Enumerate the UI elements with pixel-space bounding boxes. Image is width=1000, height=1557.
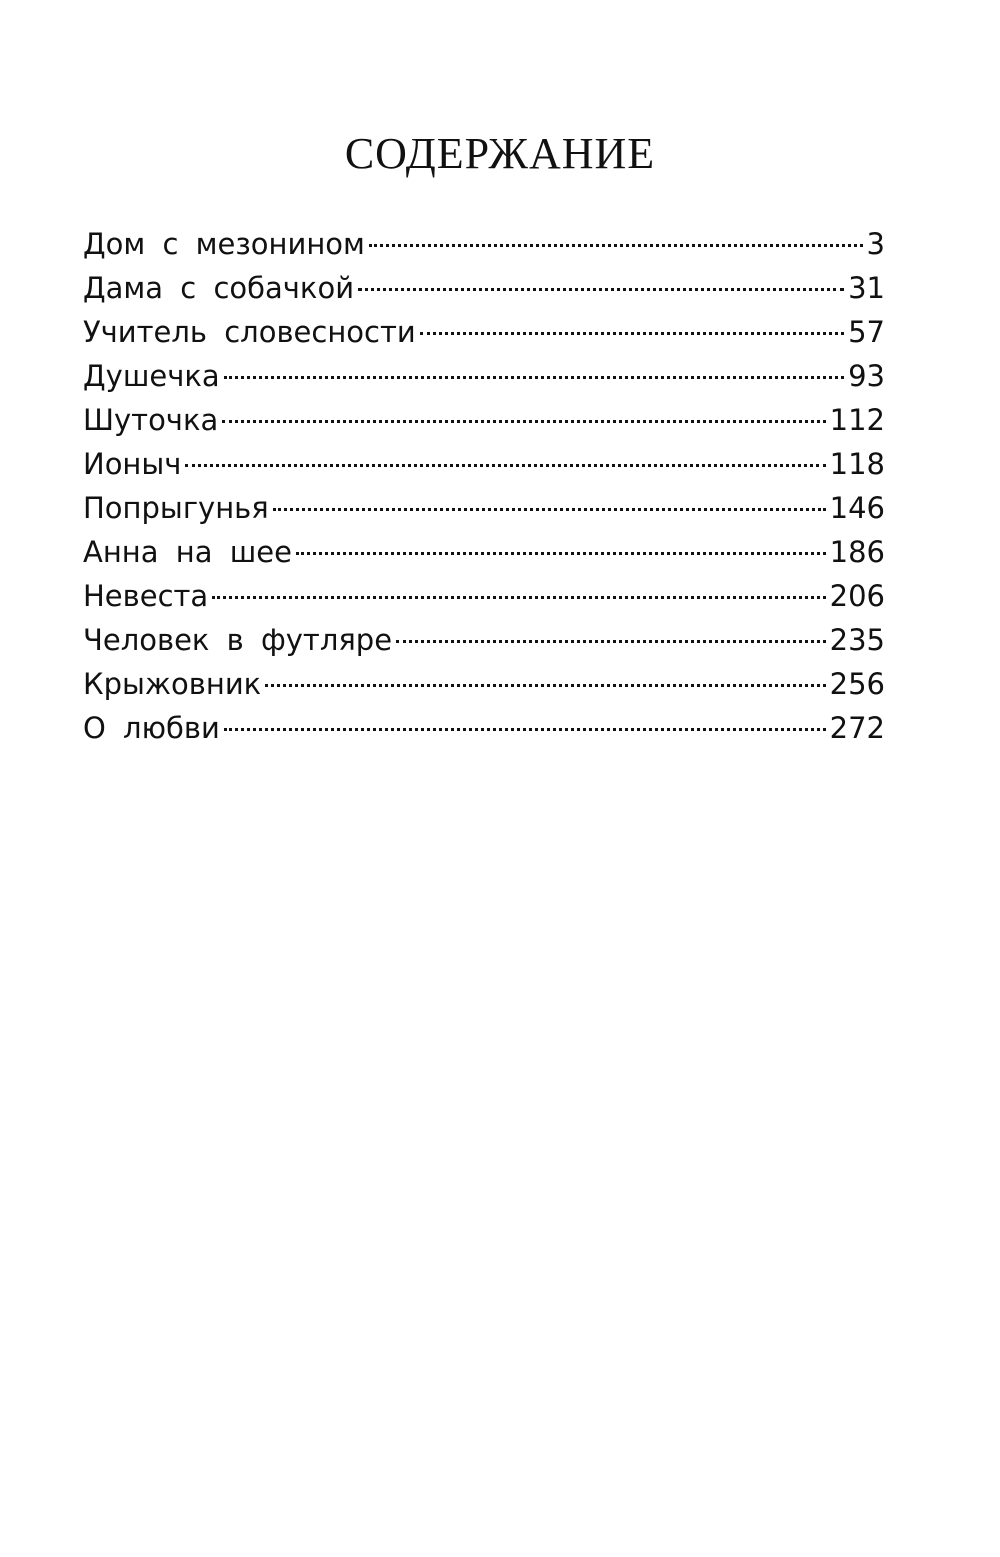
toc-entry-title: О любви	[83, 711, 220, 745]
toc-entry[interactable]	[83, 662, 885, 706]
toc-entry-title: Дама с собачкой	[83, 271, 355, 305]
toc-entry[interactable]	[83, 618, 885, 662]
dot-leader	[222, 420, 825, 423]
toc-entry-title: Невеста	[83, 579, 209, 613]
toc-entry-page: 31	[848, 271, 885, 305]
toc-entry[interactable]	[83, 222, 885, 266]
dot-leader	[396, 640, 826, 643]
page-title: СОДЕРЖАНИЕ	[344, 129, 656, 178]
toc-entry-page: 118	[829, 447, 885, 481]
toc-entry-title: Крыжовник	[83, 667, 262, 701]
toc-entry-title: Шуточка	[83, 403, 219, 437]
toc-entry[interactable]	[83, 310, 885, 354]
dot-leader	[185, 464, 825, 467]
toc-entry[interactable]	[83, 266, 885, 310]
dot-leader	[265, 684, 825, 687]
toc-entry-page: 112	[829, 403, 885, 437]
toc-entry-title: Человек в футляре	[83, 623, 393, 657]
toc-entry-title: Попрыгунья	[83, 491, 269, 525]
dot-leader	[224, 376, 844, 379]
dot-leader	[358, 288, 844, 291]
table-of-contents	[83, 222, 885, 750]
toc-entry[interactable]	[83, 706, 885, 750]
toc-entry-page: 256	[829, 667, 885, 701]
toc-entry-page: 3	[866, 227, 885, 261]
toc-entry[interactable]	[83, 530, 885, 574]
toc-entry-page: 206	[829, 579, 885, 613]
toc-entry[interactable]	[83, 442, 885, 486]
toc-entry-page: 235	[829, 623, 885, 657]
toc-entry-title: Учитель словесности	[83, 315, 416, 349]
dot-leader	[369, 244, 863, 247]
toc-entry-page: 146	[829, 491, 885, 525]
toc-entry-title: Душечка	[83, 359, 220, 393]
toc-entry[interactable]	[83, 398, 885, 442]
toc-entry-title: Ионыч	[83, 447, 182, 481]
toc-entry-page: 186	[829, 535, 885, 569]
toc-entry-title: Анна на шее	[83, 535, 292, 569]
toc-entry-title: Дом с мезонином	[83, 227, 365, 261]
dot-leader	[224, 728, 826, 731]
toc-entry[interactable]	[83, 574, 885, 618]
toc-entry-page: 57	[848, 315, 885, 349]
toc-entry[interactable]	[83, 354, 885, 398]
toc-entry[interactable]	[83, 486, 885, 530]
dot-leader	[420, 332, 844, 335]
dot-leader	[212, 596, 825, 599]
dot-leader	[296, 552, 826, 555]
toc-entry-page: 93	[848, 359, 885, 393]
toc-entry-page: 272	[829, 711, 885, 745]
dot-leader	[273, 508, 826, 511]
